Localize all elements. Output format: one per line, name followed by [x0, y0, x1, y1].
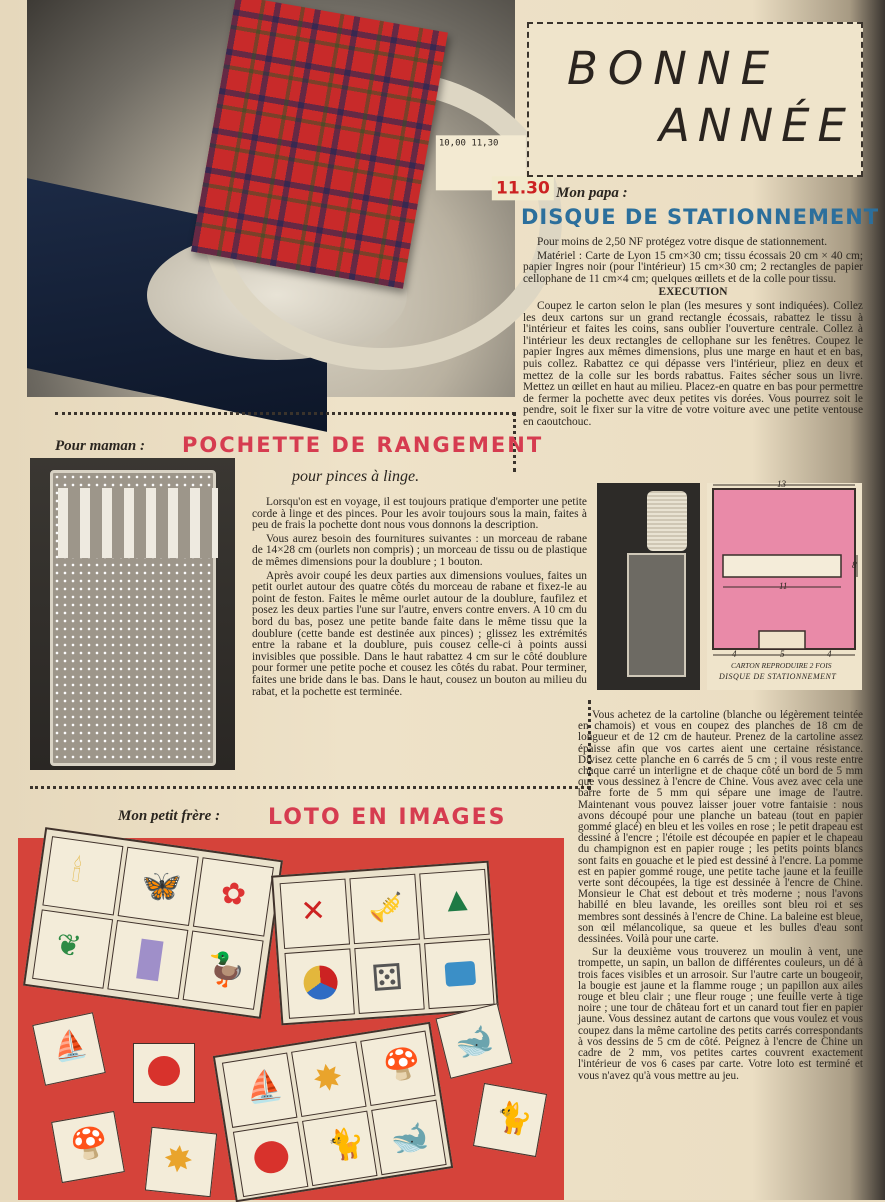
loto-cell: [42, 836, 123, 915]
pochette-p1: Lorsqu'on est en voyage, il est toujours pratique d'emporter une petite corde à linge et des pinces. Pour les avoir toujours sous la main, faites à peu de frais la pochette dont nous vous donnons la description.: [252, 496, 587, 532]
loto-cell: [349, 874, 419, 944]
plan-dim-bl: 4: [732, 649, 737, 659]
loto-board-3: [213, 1022, 453, 1202]
plan-caption-2: DISQUE DE STATIONNEMENT: [719, 672, 837, 681]
loto-cell: [107, 920, 188, 999]
loto-cell: [233, 1122, 309, 1198]
disque-p1: Pour moins de 2,50 NF protégez votre disque de stationnement.: [537, 236, 828, 248]
ball-icon: [302, 964, 338, 1000]
loto-cell: [424, 939, 494, 1009]
tree-icon: ▲: [438, 880, 476, 921]
loto-cell: [354, 944, 424, 1014]
plan-dim-mid: 11: [779, 581, 788, 591]
execution-heading: EXECUTION: [658, 286, 728, 299]
bonne-word: BONNE: [567, 42, 780, 95]
ticket-time: 11.30: [492, 176, 554, 200]
sailboat-icon: ⛵: [49, 1027, 91, 1066]
thread-spool: [647, 491, 687, 551]
loto-cell: [302, 1111, 378, 1187]
loose-tile-whale: [435, 1003, 512, 1079]
mushroom-icon: 🍄: [381, 1045, 424, 1085]
parking-disc-photo: [27, 0, 550, 397]
loto-cell: [222, 1052, 298, 1128]
disque-p2: Matériel : Carte de Lyon 15 cm×30 cm; tissu écossais 20 cm × 40 cm; papier Ingres noir (pour l'intérieur) 15 cm×30 cm; 2 rectangles de papier cellophane de 11 cm×4 cm; quelques œillets et de la colle pour tissu.: [523, 249, 863, 285]
loto-cell: [280, 879, 350, 949]
whale-icon: 🐋: [451, 1022, 497, 1064]
loose-tile-star: [145, 1127, 217, 1198]
candle-icon: 🕯: [70, 854, 84, 889]
ticket-text: 10,00 11,30: [438, 138, 499, 149]
plan-caption-1: CARTON REPRODUIRE 2 FOIS: [731, 661, 832, 670]
loto-cell: [183, 931, 264, 1010]
loto-cell: [291, 1041, 367, 1117]
loto-title: LOTO EN IMAGES: [268, 805, 507, 830]
disc-in-progress: [627, 553, 686, 677]
clothespins-row: [58, 488, 218, 558]
annee-word: ANNÉE: [659, 99, 854, 152]
loto-p1: Vous achetez de la cartoline (blanche ou légèrement teintée en chamois) et vous en coupez des planches de 18 cm de longueur et de 12 cm de hauteur. Prenez de la cartoline assez épaisse afin que vos cartes aient une certaine résistance. Divisez cette planche en 6 carrés de 5 cm ; il vous reste entre chaque carré un interligne et de chaque côté un bord de 5 mm que vous dessinez à l'encre de Chine. Vous avez avec cela une barre forte de 5 mm qui sépare une image de l'autre. Maintenant vous pouvez laisser jouer votre fantaisie : nous avons découpé pour une planche un bateau (tout en papier gommé glacé) en bleu et les voiles en rose ; le petit drapeau est dessiné à l'encre ; l'étoile est découpée en papier et le chapeau du champignon est en papier rouge ; les petits points blancs sont faits en gouache et le pied est dessiné à l'encre. La pomme est en papier gommé rouge, une petite tache jaune et la feuille verte sont découpées, la tige est dessinée à l'encre de Chine. Monsieur le Chat est debout et très moderne ; nous l'avons habillé en bleu lavande, les oreilles sont bleu roi et ses membres sont dessinés à l'encre de Chine. La baleine est bleue, son œil mélancolique, sa queue et les bulles d'eau sont dessinées. Voilà pour une carte.: [578, 709, 863, 946]
plan-dim-bm: 5: [780, 649, 785, 659]
tower-icon: [136, 939, 163, 982]
mushroom-icon: 🍄: [67, 1124, 111, 1164]
plan-dim-br: 4: [827, 649, 832, 659]
windmill-icon: ✕: [299, 894, 327, 929]
loose-tile-cat: [473, 1083, 547, 1157]
pochette-p3: Après avoir coupé les deux parties aux dimensions voulues, faites un petit ourlet autour des quatre côtés du morceau de rabane et fixez-le au point de feston. Faites le même ourlet autour de la doublure, faufilez et posez les deux parties l'une sur l'autre, envers contre envers. A 10 cm du bord du bas, posez une petite bande faite dans le même tissu que la doublure (cette bande est destinée aux pinces) ; glissez les extrémités entre la rabane et la doublure, puis cousez celle-ci à points aussi invisibles que possible. Dans le haut rabattez 4 cm sur le côté doublure pour former une petite poche et cousez les côtés du rabat. Pour terminer, faites une bride dans le bas. Dans le haut, cousez un bouton au milieu du rabat, et la pochette est terminée.: [252, 569, 587, 698]
dice-icon: ⚄: [370, 956, 405, 999]
trumpet-icon: 🎺: [367, 891, 405, 926]
plan-dim-side: 8: [852, 560, 857, 570]
pochette-bottom-border: [30, 786, 590, 789]
loto-kicker: Mon petit frère :: [118, 808, 221, 824]
cat-icon: 🐈: [324, 1125, 368, 1165]
bonne-annee-box: [527, 22, 863, 177]
loto-board-1: [23, 827, 283, 1019]
disque-p3: Coupez le carton selon le plan (les mesures y sont indiquées). Collez les deux cartons sur un grand rectangle écossais, rabattez le tissu à l'intérieur et faites les coins, sans oublier l'ouverture centrale. Collez à l'intérieur les deux rectangles de cellophane sur les fenêtres. Coupez le papier Ingres aux mêmes dimensions, plus une marge en haut et en bas, puis collez. Rabattez ce qui dépasse vers l'intérieur, pliez en deux et mettez de la colle sur les bords rabattus. Faites sécher sous un livre. Mettez un œillet en haut au milieu. Placez-en quatre en bas pour permettre de fermer la pochette avec deux petites vis dorées. Vous pourrez soit le pendre, soit le fixer sur la vitre de votre voiture avec une petite ventouse en caoutchouc.: [523, 299, 863, 428]
loose-tile-boat: [32, 1012, 106, 1086]
loto-board-2: [271, 861, 499, 1026]
star-icon: ✸: [309, 1056, 346, 1101]
clothespin-pouch-photo: [30, 458, 235, 770]
loto-cell: [193, 857, 274, 936]
butterfly-icon: 🦋: [138, 865, 184, 907]
pochette-body: [252, 497, 587, 700]
loto-cell: [118, 847, 199, 926]
star-icon: ✸: [161, 1138, 196, 1182]
watering-can-icon: [445, 961, 477, 987]
flower-icon: ✿: [218, 876, 249, 913]
loto-body: [578, 710, 863, 1084]
loto-cell: [360, 1031, 436, 1107]
loto-cell: [419, 869, 489, 939]
disque-title: DISQUE DE STATIONNEMENT: [521, 205, 880, 229]
sailboat-icon: ⛵: [242, 1067, 285, 1107]
loose-tile-apple: [133, 1043, 195, 1103]
loto-cell: [371, 1100, 447, 1176]
pochette-top-border: [55, 412, 515, 415]
apple-icon: [252, 1139, 291, 1176]
tartan-disc-holder: [191, 0, 550, 289]
duck-icon: 🦆: [203, 949, 249, 991]
apple-icon: [148, 1056, 180, 1086]
disc-making-photo: [597, 483, 700, 690]
loto-cell: [284, 948, 354, 1018]
loto-photo: [18, 838, 564, 1200]
pochette-kicker: Pour maman :: [55, 438, 146, 454]
pochette-p2: Vous aurez besoin des fournitures suivantes : un morceau de rabane de 14×28 cm (ourlets non compris) ; un morceau de tissu ou de plastique de mêmes dimensions pour la doublure ; 1 bouton.: [252, 532, 587, 568]
pochette-subtitle: pour pinces à linge.: [292, 468, 420, 485]
plan-dim-top: 13: [777, 479, 786, 489]
disque-kicker: Mon papa :: [556, 185, 628, 201]
cutting-plan: [707, 479, 862, 690]
cat-icon: 🐈: [492, 1099, 536, 1139]
loto-cell: [32, 909, 113, 988]
disque-body: [523, 237, 863, 431]
loose-tile-mushroom: [51, 1111, 125, 1183]
loto-p2: Sur la deuxième vous trouverez un moulin à vent, une trompette, un sapin, un ballon de différentes couleurs, un dé à trois faces visibles et un arrosoir. Sur l'autre carte un bougeoir, la bougie est jaune et la flamme rouge ; un papillon aux ailes rouge et bleu clair ; une fleur rouge ; une feuille verte à tige noire ; une tour de château fort et un canard tout fier en papier jaune. Vous dessinez autant de cartons que vous voulez et vous coupez dans la même cartoline des petits carrés correspondants à vos dessins de 5 cm de côté. Peignez à l'encre de Chine un cadre de 2 mm, vos petites cartes couvrent exactement l'intérieur de vos 6 cases par carte. Votre loto est terminé et vous n'avez qu'à vous mettre au jeu.: [578, 946, 863, 1082]
whale-icon: 🐋: [388, 1119, 431, 1159]
pochette-title: POCHETTE DE RANGEMENT: [182, 433, 544, 457]
parking-ticket: [436, 135, 550, 199]
leaf-icon: ❦: [53, 927, 84, 965]
